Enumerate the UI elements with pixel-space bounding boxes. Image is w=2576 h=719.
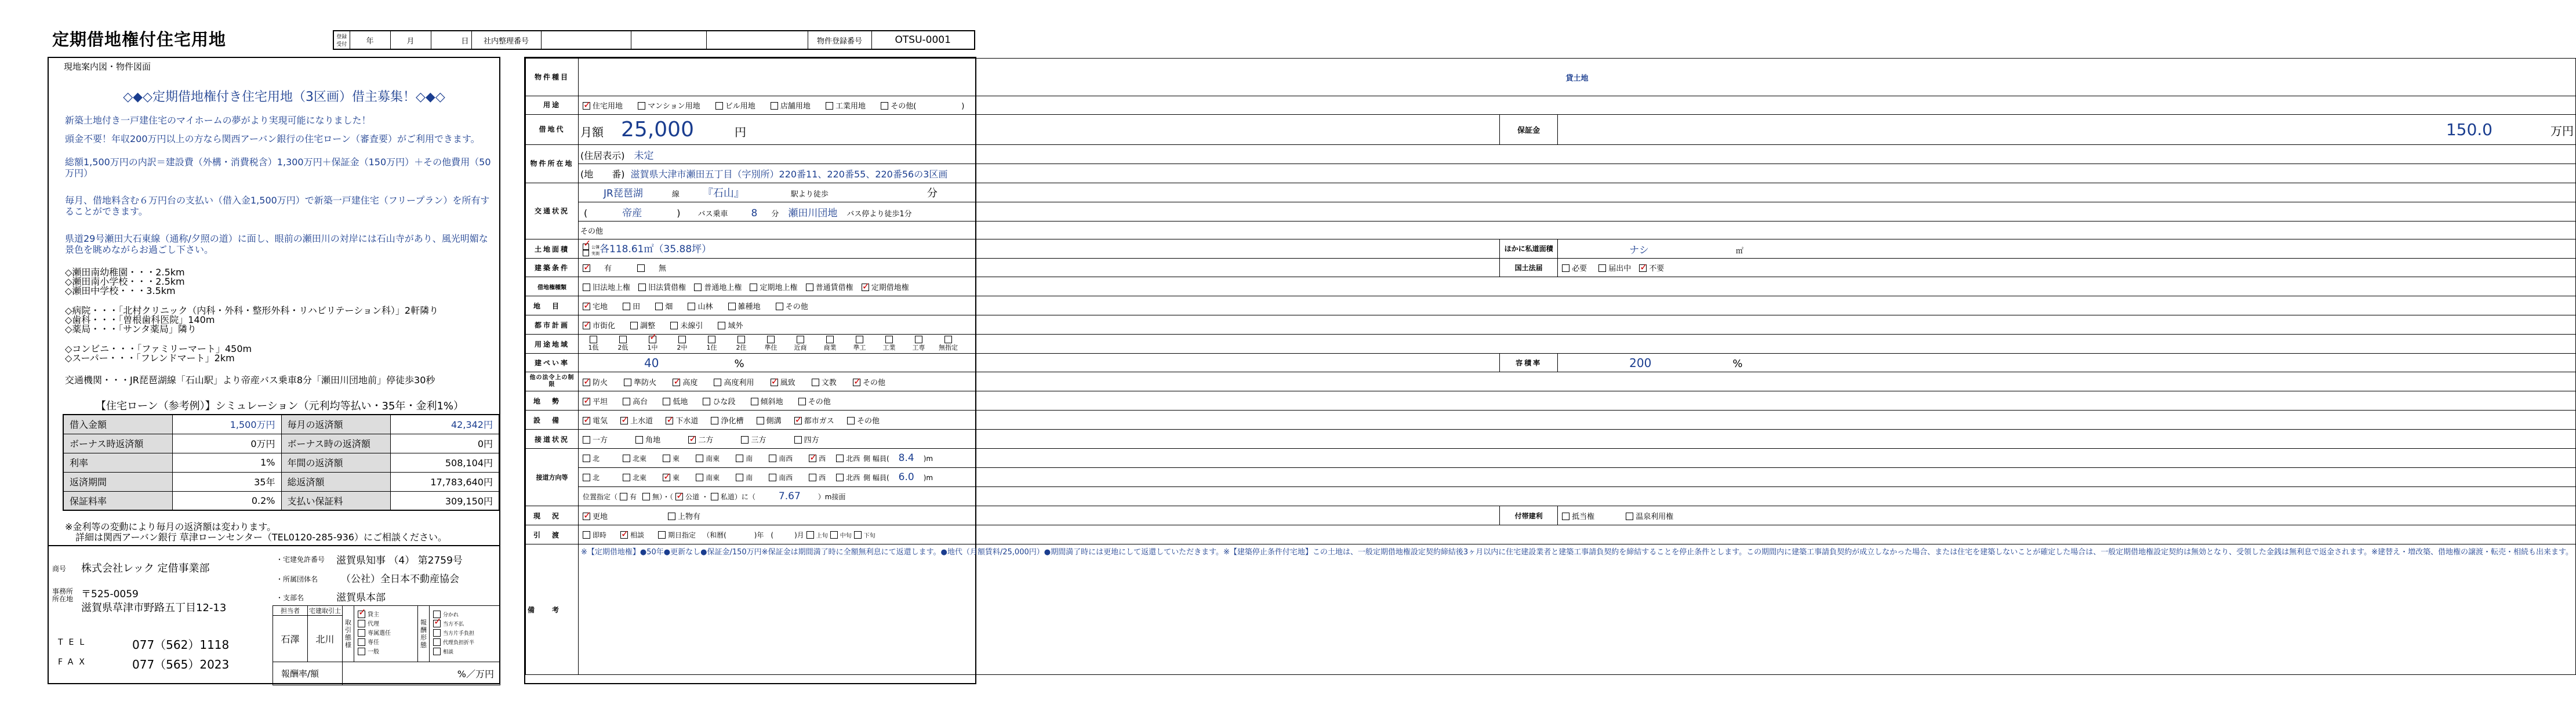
chiban-cell: (地 番) 滋賀県大津市瀬田五丁目（字別所）220番11、220番55、220番56の3区画 <box>579 164 2576 183</box>
checkbox[interactable] <box>635 436 643 444</box>
checkbox[interactable] <box>881 102 888 110</box>
checkbox[interactable] <box>830 531 838 539</box>
checkbox[interactable] <box>736 455 743 462</box>
para-1: 新築土地付き一戸建住宅のマイホームの夢がより実現可能になりました！ <box>65 115 371 126</box>
label: 建ぺい率 <box>526 354 579 372</box>
transaction-mode-label: 取引態様 <box>343 606 354 662</box>
checkbox[interactable] <box>358 648 365 655</box>
checkbox[interactable] <box>1598 264 1606 272</box>
checkbox[interactable] <box>694 284 702 291</box>
checkbox[interactable] <box>433 648 441 655</box>
fee-label: 報酬率/額 <box>273 662 343 685</box>
checkbox[interactable] <box>583 264 590 272</box>
building-condition: ✓ 有 無 <box>579 259 1500 277</box>
checkbox[interactable] <box>718 322 725 329</box>
fax-label: FAX <box>58 658 90 667</box>
association: （公社）全日本不動産協会 <box>341 573 459 585</box>
checkbox[interactable] <box>433 620 441 627</box>
label: 物件種目 <box>526 59 579 96</box>
leasehold-options: 旧法地上権 旧法賃借権 普通地上権 定期地上権 普通賃借権 ✓ 定期借地権 <box>579 277 2576 296</box>
page-title: 定期借地権付住宅用地 <box>52 30 227 49</box>
jukyo-cell: (住居表示) 未定 <box>579 145 2576 164</box>
checkbox[interactable] <box>673 379 680 386</box>
torihiki-label: 宅建取引士 <box>308 606 343 616</box>
checkbox[interactable] <box>708 336 715 343</box>
checkbox[interactable] <box>806 531 814 539</box>
checkbox[interactable] <box>1562 513 1569 520</box>
table-row: 借入金額 1,500万円 毎月の返済額 42,342円 <box>63 415 499 434</box>
fee-type-label: 報酬形態 <box>418 606 430 662</box>
status-options: ✓ 更地 上物有 <box>579 506 1500 525</box>
coverage-cell: 40 % <box>579 354 1500 372</box>
bus-cell: ( 帝産 ) バス乗車 8 分 瀬田川団地 バス停より徒歩1分 <box>579 202 2576 221</box>
land-area-cell: ✓ 公簿 実測各118.61㎡（35.88坪） <box>579 239 1500 259</box>
checkbox[interactable] <box>806 284 813 291</box>
checkbox[interactable] <box>853 379 860 386</box>
branch: 滋賀県本部 <box>336 592 386 604</box>
checkbox[interactable] <box>623 303 630 310</box>
checkbox[interactable] <box>583 513 590 520</box>
checkbox[interactable] <box>757 417 764 424</box>
label: 用途 <box>526 96 579 115</box>
checkbox[interactable] <box>623 398 630 405</box>
checkbox[interactable] <box>583 284 590 291</box>
header-registration-bar <box>333 30 975 50</box>
checkbox[interactable] <box>862 284 869 291</box>
checkbox[interactable] <box>620 417 628 424</box>
far-cell: 200 % <box>1558 354 2576 372</box>
divider <box>48 545 500 546</box>
label: 物件所在地 <box>526 145 579 183</box>
checkbox[interactable] <box>741 436 749 444</box>
kokudo-options: 必要 届出中✓ 不要 <box>1558 259 2576 277</box>
para-2: 頭金不要！年収200万円以上の方なら関西アーバン銀行の住宅ローン（審査要）がご利用できます。 <box>65 133 480 144</box>
checkbox[interactable] <box>658 531 666 539</box>
other-transit: その他 <box>579 221 2576 239</box>
label: 建築条件 <box>526 259 579 277</box>
checkbox[interactable] <box>358 638 365 646</box>
city-plan-options: ✓ 市街化 調整 未線引 域外 <box>579 315 2576 335</box>
train-cell: JR琵琶湖 線 『石山』 駅より徒歩 分 <box>579 183 2576 202</box>
checkbox[interactable] <box>826 336 834 343</box>
checkbox[interactable] <box>433 629 441 637</box>
checkbox[interactable] <box>711 417 718 424</box>
label: 借地権種類 <box>526 277 579 296</box>
checkbox[interactable] <box>771 379 778 386</box>
assoc-label: ・所属団体名 <box>276 575 318 583</box>
table-row: ボーナス時返済額 0万円 ボーナス時の返済額 0円 <box>63 434 499 453</box>
para-5: 県道29号瀬田大石東線（通称/夕照の道）に面し、眼前の瀬田川の対岸には石山寺があり、風光明媚な景色を眺めながらお過ごし下さい。 <box>65 233 488 255</box>
right-panel <box>524 57 2574 684</box>
rent-cell: 月額 25,000 円 <box>579 115 1500 145</box>
checkbox[interactable] <box>637 264 645 272</box>
deposit-label: 保証金 <box>1500 115 1558 145</box>
checkbox[interactable] <box>433 638 441 646</box>
direction-row-2: 北 北東✓ 東 南東 南 南西 西 北西 側 幅員( 6.0 )m <box>579 468 2576 487</box>
checkbox[interactable] <box>715 102 723 110</box>
company-name-label: 商号 <box>52 565 67 573</box>
checkbox[interactable] <box>751 398 758 405</box>
objreg-label: 物件登録番号 <box>808 31 871 49</box>
checkbox[interactable] <box>675 493 683 500</box>
checkbox[interactable] <box>583 250 589 256</box>
checkbox[interactable] <box>583 436 590 444</box>
rights-options: 抵当権 温泉利用権 <box>1558 506 2576 525</box>
zip: 〒525-0059 <box>81 589 139 600</box>
company-name: 株式会社レック 定借事業部 <box>81 562 210 575</box>
checkbox[interactable] <box>642 493 650 500</box>
checkbox[interactable] <box>885 336 893 343</box>
school-item: ◇瀬田中学校・・・3.5km <box>65 285 176 296</box>
checkbox[interactable] <box>655 303 663 310</box>
para-4: 毎月、借地料含む６万円台の支払い（借入金1,500万円）で新築一戸建住宅（フリープラン）を所有することができます。 <box>65 195 490 217</box>
label: 借地代 <box>526 115 579 145</box>
checkbox[interactable] <box>678 336 686 343</box>
label: 地目 <box>526 296 579 315</box>
zoning-options: 1低 2低✓ 1中 2中 1住 2住 準住 近商 商業 準工 工業 工専 無指定 <box>579 335 2576 354</box>
month-label: 月 <box>390 31 431 49</box>
remarks: ※【定期借地権】●50年●更新なし●保証金/150万円※保証金は期間満了時に全額無利息にて返還します。●地代（月額賃料/25,000円）●期間満了時には更地にして返還していただきます。※【建築停止条件付宅地】この土地は、一般定期借地権設定契約締結後3ヶ月以内に住宅建設業者と建築工事請負契約を締結することを停止条件とします。この期間内に建築工事請負契約が成立しなかった場合、または住宅を建築しないことが確定した場合は、一般定期借地権設定契約は無効となり、受領した金銭は無利息で返金されます。※建替え・増改築、借地権の譲渡・転売・相続も出来ます。 <box>579 544 2576 675</box>
checkbox[interactable] <box>836 474 844 481</box>
left-subtitle: 現地案内図・物件図面 <box>64 61 151 72</box>
day-label: 日 <box>431 31 471 49</box>
checkbox[interactable] <box>750 284 757 291</box>
license: 滋賀県知事 （4） 第2759号 <box>336 555 463 567</box>
checkbox[interactable] <box>812 379 819 386</box>
chimoku-options: ✓ 宅地 田 畑 山林 雑種地 その他 <box>579 296 2576 315</box>
checkbox[interactable] <box>623 474 630 481</box>
direction-row-1: 北 北東 東 南東 南 南西✓ 西 北西 側 幅員( 8.4 )m <box>579 449 2576 468</box>
checkbox[interactable] <box>583 244 589 250</box>
checkbox[interactable] <box>620 493 627 500</box>
checkbox[interactable] <box>624 379 631 386</box>
shop-list <box>65 344 506 363</box>
checkbox[interactable] <box>826 102 833 110</box>
objreg-value: OTSU-0001 <box>871 31 975 49</box>
table-row: 保証料率 0.2% 支払い保証料 309,150円 <box>63 491 499 510</box>
checkbox[interactable] <box>619 336 627 343</box>
checkbox[interactable] <box>737 336 745 343</box>
reg-label: 登録受付 <box>333 31 350 49</box>
blank-cell <box>631 31 706 49</box>
checkbox[interactable] <box>358 611 365 618</box>
checkbox[interactable] <box>358 620 365 627</box>
checkbox[interactable] <box>809 455 816 462</box>
transit-info: 交通機関・・・JR琵琶湖線「石山駅」より帝産バス乗車8分「瀬田川団地前」停徒歩30秒 <box>65 375 435 386</box>
checkbox[interactable] <box>771 102 778 110</box>
legal-restriction-options: ✓ 防火 準防火 ✓ 高度 高度利用 ✓ 風致 文教 ✓ その他 <box>579 372 2576 391</box>
checkbox[interactable] <box>769 455 776 462</box>
handover-options: 即時✓ 相談 期日指定 （和暦( )年 ( )月 上旬 中旬 下旬 <box>579 525 2576 544</box>
checkbox[interactable] <box>767 336 775 343</box>
label: 設備 <box>526 411 579 430</box>
label: 接道方向等 <box>526 449 579 506</box>
shop-item: ◇コンビニ・・・「ファミリーマート」450m <box>65 343 252 354</box>
checkbox[interactable] <box>728 303 736 310</box>
rent-amount: 25,000 <box>621 118 694 141</box>
checkbox[interactable] <box>590 336 597 343</box>
license-label: ・宅建免許番号 <box>276 555 325 564</box>
medical-item: ◇病院・・・「北村クリニック（内科・外科・整形外科・リハビリテーション科）」2軒隣り <box>65 305 439 316</box>
table-row: 返済期間 35年 総返済額 17,783,640円 <box>63 472 499 491</box>
fax: 077（565）2023 <box>132 658 230 671</box>
school-list <box>65 268 506 296</box>
checkbox[interactable] <box>583 398 590 405</box>
address-label: 事務所所在地 <box>52 587 74 603</box>
fee-type-options: 分かれ ✓当方不払 当方片手負担 代理負担折半 相談 <box>430 606 500 662</box>
checkbox[interactable] <box>797 336 804 343</box>
note-1: ※金利等の変動により毎月の返済額は変わります。 <box>65 521 277 532</box>
school-item: ◇瀬田南幼稚園・・・2.5km <box>65 267 185 278</box>
checkbox[interactable] <box>583 474 590 481</box>
checkbox[interactable] <box>688 436 696 444</box>
medical-item: ◇歯科・・・「曽根歯科医院」140m <box>65 314 215 325</box>
agent-name: 石澤 <box>273 616 308 662</box>
checkbox[interactable] <box>663 398 670 405</box>
label: 都市計画 <box>526 315 579 335</box>
fee-unit: %／万円 <box>343 662 500 685</box>
checkbox[interactable] <box>666 417 673 424</box>
headline: ◇◆◇定期借地権付き住宅用地（3区画）借主募集！◇◆◇ <box>123 90 445 104</box>
deposit-cell: 150.0 万円 <box>1558 115 2576 145</box>
branch-label: ・支部名 <box>276 594 304 602</box>
checkbox[interactable] <box>809 474 816 481</box>
far-label: 容積率 <box>1500 354 1558 372</box>
checkbox[interactable] <box>583 455 590 462</box>
checkbox[interactable] <box>847 417 855 424</box>
checkbox[interactable] <box>776 303 783 310</box>
checkbox[interactable] <box>944 336 952 343</box>
table-row: 利率 1% 年間の返済額 508,104円 <box>63 453 499 472</box>
label: 交通状況 <box>526 183 579 239</box>
address: 滋賀県草津市野路五丁目12-13 <box>81 602 227 614</box>
checkbox[interactable] <box>649 336 656 343</box>
rights-label: 付帯建利 <box>1500 506 1558 525</box>
checkbox[interactable] <box>623 455 630 462</box>
checkbox[interactable] <box>620 531 628 539</box>
year-label: 年 <box>350 31 390 49</box>
checkbox[interactable] <box>583 102 590 110</box>
label: 地勢 <box>526 391 579 411</box>
blank-cell-2 <box>706 31 808 49</box>
tel: 077（562）1118 <box>132 638 230 652</box>
checkbox[interactable] <box>854 531 862 539</box>
private-road-cell: ナシ ㎡ <box>1558 239 2576 259</box>
tanto-label: 担当者 <box>273 606 308 616</box>
usage-options: ✓ 住宅用地 マンション用地 ビル用地 店舗用地 工業用地 その他( ) <box>579 96 2576 115</box>
internal-no-value <box>541 31 631 49</box>
terrain-options: ✓ 平坦 高台 低地 ひな段 傾斜地 その他 <box>579 391 2576 411</box>
checkbox[interactable] <box>794 436 802 444</box>
checkbox[interactable] <box>688 303 695 310</box>
broker-name: 北川 <box>308 616 343 662</box>
checkbox[interactable] <box>358 629 365 637</box>
tel-label: TEL <box>58 638 90 647</box>
checkbox[interactable] <box>836 455 844 462</box>
label: 接道状況 <box>526 430 579 449</box>
checkbox[interactable] <box>583 322 590 329</box>
checkbox[interactable] <box>915 336 922 343</box>
simulation-title: 【住宅ローン（参考例）】シミュレーション（元利均等払い・35年・金利1%） <box>95 400 464 412</box>
checkbox[interactable] <box>583 303 590 310</box>
checkbox[interactable] <box>1626 513 1633 520</box>
checkbox[interactable] <box>703 398 710 405</box>
position-designation: 位置指定（ 有 無）・（✓ 公道 ・ 私道）に（ 7.67 ）m接面 <box>579 487 2576 506</box>
checkbox[interactable] <box>798 398 806 405</box>
label: 現況 <box>526 506 579 525</box>
checkbox[interactable] <box>696 455 703 462</box>
deposit-amount: 150.0 <box>2446 120 2493 139</box>
checkbox[interactable] <box>583 531 590 539</box>
medical-item: ◇薬局・・・「サンタ薬局」隣り <box>65 324 197 335</box>
checkbox[interactable] <box>736 474 743 481</box>
checkbox[interactable] <box>668 513 675 520</box>
label: 引渡 <box>526 525 579 544</box>
property-type: 貸土地 <box>579 59 2576 96</box>
checkbox[interactable] <box>696 474 703 481</box>
property-detail-table <box>525 58 2576 675</box>
checkbox[interactable] <box>630 322 638 329</box>
internal-no-label: 社内整理番号 <box>471 31 541 49</box>
checkbox[interactable] <box>663 474 670 481</box>
loan-simulation-table <box>63 414 500 511</box>
medical-list <box>65 306 506 334</box>
label: 備考 <box>526 544 579 675</box>
utility-options: ✓ 電気 ✓ 上水道 ✓ 下水道 浄化槽 側溝 ✓ 都市ガス その他 <box>579 411 2576 430</box>
checkbox[interactable] <box>714 379 721 386</box>
checkbox[interactable] <box>769 474 776 481</box>
label: 他の法令上の制限 <box>526 372 579 391</box>
checkbox[interactable] <box>670 322 678 329</box>
label: 用途地域 <box>526 335 579 354</box>
checkbox[interactable] <box>856 336 863 343</box>
agent-table <box>273 605 500 685</box>
kokudo-label: 国土法届 <box>1500 259 1558 277</box>
para-3: 総額1,500万円の内訳＝建設費（外構・消費税含）1,300万円＋保証金（150万円）＋その他費用（50万円） <box>65 157 491 179</box>
checkbox[interactable] <box>1562 264 1569 272</box>
private-road-label: ほかに私道面積 <box>1500 239 1558 259</box>
checkbox[interactable] <box>638 284 646 291</box>
checkbox[interactable] <box>638 102 645 110</box>
checkbox[interactable] <box>1639 264 1647 272</box>
checkbox[interactable] <box>663 455 670 462</box>
checkbox[interactable] <box>583 379 590 386</box>
school-item: ◇瀬田南小学校・・・2.5km <box>65 276 185 287</box>
checkbox[interactable] <box>583 417 590 424</box>
checkbox[interactable] <box>794 417 802 424</box>
road-access-options: 一方 角地 ✓ 二方 三方 四方 <box>579 430 2576 449</box>
note-2: 詳細は関西アーバン銀行 草津ローンセンター（TEL0120-285-936）にご相談ください。 <box>75 532 447 543</box>
checkbox[interactable] <box>711 493 718 500</box>
transaction-mode-options: ✓貸主 代理 専属選任 専任 一般 <box>354 606 418 662</box>
label: 土地面積 <box>526 239 579 259</box>
shop-item: ◇スーパー・・・「フレンドマート」2km <box>65 353 235 364</box>
